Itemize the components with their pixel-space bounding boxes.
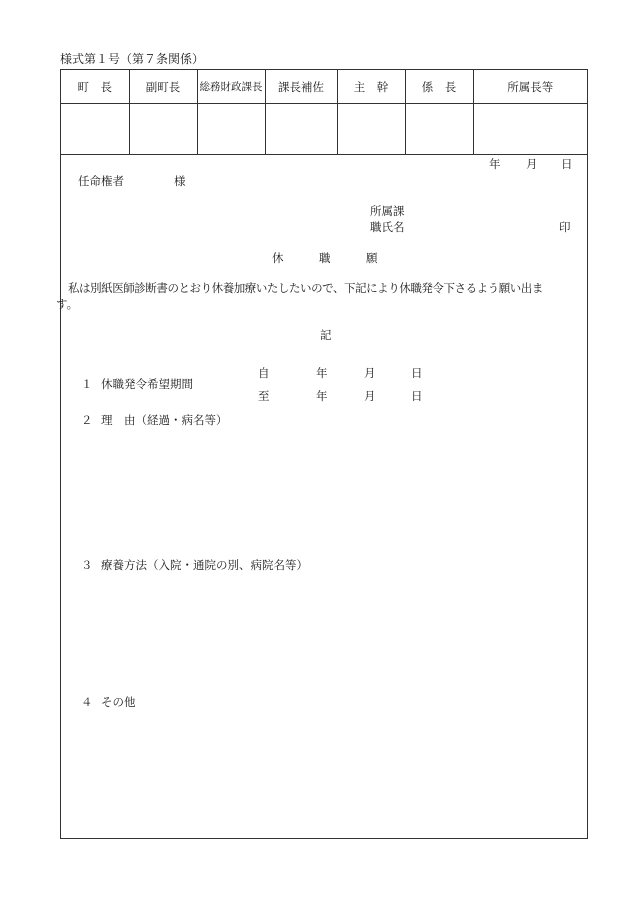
title-char-3: 願 — [366, 251, 378, 265]
period-to-day: 日 — [411, 389, 423, 403]
stamp-header-assistant-director: 課長補佐 — [265, 70, 337, 104]
item2-label-reason: 理 — [101, 413, 113, 427]
stamp-box-row — [61, 104, 587, 155]
date-month-label: 月 — [526, 157, 538, 171]
item3-label: 療養方法（入院・通院の別、病院名等） — [101, 558, 308, 572]
form-body — [56, 156, 587, 838]
period-to-prefix: 至 — [258, 389, 270, 403]
stamp-box-section-head[interactable] — [405, 104, 473, 155]
honorific-sama: 様 — [174, 174, 186, 188]
title-char-2: 職 — [319, 251, 331, 265]
stamp-header-deputy-mayor: 副町長 — [129, 70, 197, 104]
period-from-month: 月 — [364, 366, 376, 380]
item1-number: １ — [81, 377, 93, 391]
item3-number: ３ — [81, 558, 93, 572]
stamp-header-finance-director: 総務財政課長 — [197, 70, 265, 104]
seal-mark: 印 — [559, 220, 571, 234]
request-text-line1: 私は別紙医師診断書のとおり休養加療いたしたいので、下記により休職発令下さるよう願い出ま — [68, 281, 543, 295]
stamp-box-mayor[interactable] — [61, 104, 129, 155]
application-form — [56, 69, 588, 839]
appointing-authority-label: 任命権者 — [78, 174, 124, 188]
stamp-box-chief[interactable] — [337, 104, 405, 155]
item1-label: 休職発令希望期間 — [101, 377, 193, 391]
period-from-prefix: 自 — [258, 366, 270, 380]
date-year-label: 年 — [489, 157, 501, 171]
stamp-header-department-head: 所属長等 — [473, 70, 587, 104]
period-to-year: 年 — [316, 389, 328, 403]
stamp-header-section-head: 係 長 — [405, 70, 473, 104]
item2-label-detail: 由（経過・病名等） — [124, 413, 228, 427]
form-number-label: 様式第１号（第７条関係） — [60, 52, 205, 66]
stamp-header-mayor: 町 長 — [61, 70, 129, 104]
stamp-box-deputy-mayor[interactable] — [129, 104, 197, 155]
stamp-box-assistant-director[interactable] — [265, 104, 337, 155]
request-text-line2: す。 — [56, 297, 79, 311]
item4-number: ４ — [81, 695, 93, 709]
item4-label: その他 — [101, 695, 136, 709]
stamp-box-finance-director[interactable] — [197, 104, 265, 155]
stamp-header-row — [61, 70, 587, 104]
title-char-1: 休 — [272, 251, 284, 265]
period-from-year: 年 — [316, 366, 328, 380]
date-day-label: 日 — [561, 157, 573, 171]
stamp-box-department-head[interactable] — [473, 104, 587, 155]
period-from-day: 日 — [411, 366, 423, 380]
ki-label: 記 — [320, 328, 332, 342]
department-label: 所属課 — [370, 204, 405, 218]
item2-number: ２ — [81, 413, 93, 427]
position-name-label: 職氏名 — [370, 220, 405, 234]
stamp-header-chief: 主 幹 — [337, 70, 405, 104]
approval-stamp-table — [61, 70, 587, 155]
period-to-month: 月 — [364, 389, 376, 403]
